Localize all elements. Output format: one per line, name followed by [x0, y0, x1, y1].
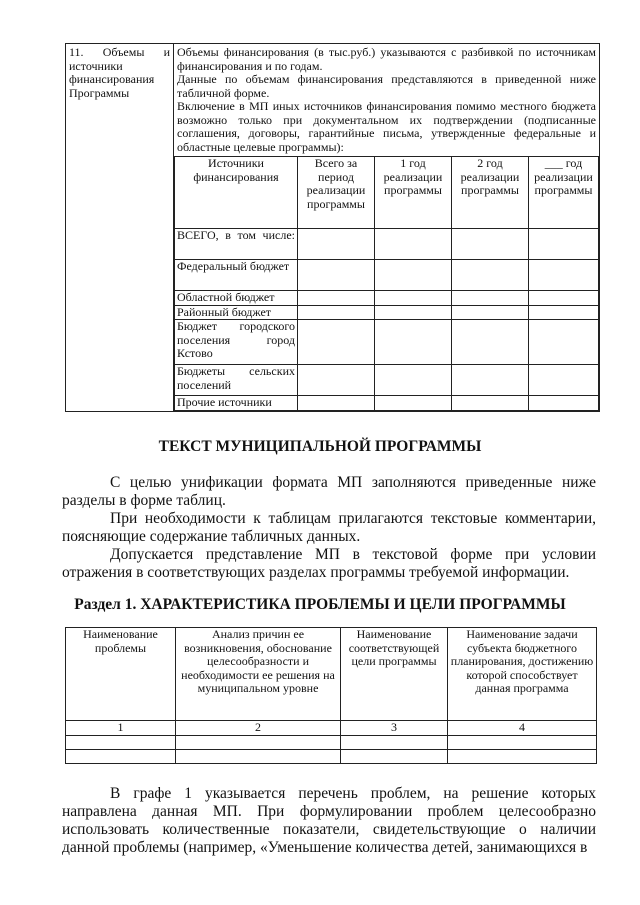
problems-empty-row — [66, 735, 597, 749]
finance-header: Источники финансирования — [175, 157, 298, 229]
finance-row-label: Бюджеты сельских поселений — [175, 365, 298, 396]
finance-row — [175, 291, 599, 306]
finance-header: ___ год реализации программы — [529, 157, 599, 229]
program-title: ТЕКСТ МУНИЦИПАЛЬНОЙ ПРОГРАММЫ — [158, 438, 482, 455]
finance-row — [175, 260, 599, 291]
problems-empty-row — [66, 749, 597, 763]
problems-number-row — [66, 721, 597, 736]
financing-paragraph: Данные по объемам финансирования представляются в приведенной ниже табличной форме. — [177, 72, 596, 100]
column-number: 4 — [448, 721, 597, 736]
problems-header: Наименование проблемы — [66, 628, 176, 721]
financing-table — [65, 43, 600, 412]
financing-label: 11. Объемы и источники финансирования Программы — [66, 44, 174, 412]
finance-row-label: Районный бюджет — [175, 305, 298, 320]
finance-row-label: Бюджет городского поселения город Кстово — [175, 320, 298, 365]
closing-paragraph: В графе 1 указывается перечень проблем, на решение которых направлена данная МП. При формулировании проблем целесообразно использовать количественные показатели, свидетельствующие о наличии данной проблемы (например, «Уменьшение количества детей, занимающихся в — [62, 785, 596, 856]
finance-header: Всего за период реализации программы — [298, 157, 375, 229]
intro-paragraph: При необходимости к таблицам прилагаются текстовые комментарии, поясняющие содержание табличных данных. — [62, 510, 596, 545]
problems-header: Наименование задачи субъекта бюджетного планирования, достижению которой способствует данная программа — [448, 628, 597, 721]
finance-row — [175, 305, 599, 320]
problems-header: Анализ причин ее возникновения, обоснование целесообразности и необходимости ее решения на муниципальном уровне — [176, 628, 341, 721]
intro-paragraph: С целью унификации формата МП заполняются приведенные ниже разделы в форме таблиц. — [62, 474, 596, 509]
column-number: 1 — [66, 721, 176, 736]
finance-header: 1 год реализации программы — [375, 157, 452, 229]
finance-header: 2 год реализации программы — [452, 157, 529, 229]
problems-header-row — [66, 628, 597, 721]
closing-text — [62, 785, 596, 857]
finance-row-label: ВСЕГО, в том числе: — [175, 229, 298, 260]
finance-row-label: Областной бюджет — [175, 291, 298, 306]
finance-row-label: Прочие источники — [175, 396, 298, 411]
finance-row — [175, 365, 599, 396]
finance-header-row — [175, 157, 599, 229]
column-number: 3 — [341, 721, 448, 736]
problems-header: Наименование соответствующей цели программы — [341, 628, 448, 721]
finance-row — [175, 320, 599, 365]
financing-paragraph: Включение в МП иных источников финансирования помимо местного бюджета возможно только при документальном их подтверждении (подписанные соглашения, договоры, гарантийные письма, утвержденные федеральные и областные целевые программы): — [177, 99, 596, 154]
financing-paragraph: Объемы финансирования (в тыс.руб.) указываются с разбивкой по источникам финансирования и по годам. — [177, 45, 596, 73]
column-number: 2 — [176, 721, 341, 736]
intro-paragraph: Допускается представление МП в текстовой форме при условии отражения в соответствующих разделах программы требуемой информации. — [62, 546, 596, 581]
finance-row — [175, 229, 599, 260]
financing-description — [174, 44, 600, 412]
intro-text — [62, 474, 596, 582]
problems-table — [65, 627, 597, 764]
finance-row — [175, 396, 599, 411]
finance-row-label: Федеральный бюджет — [175, 260, 298, 291]
section-1-title: Раздел 1. ХАРАКТЕРИСТИКА ПРОБЛЕМЫ И ЦЕЛИ ПРОГРАММЫ — [74, 596, 566, 613]
finance-sources-table — [174, 156, 599, 411]
